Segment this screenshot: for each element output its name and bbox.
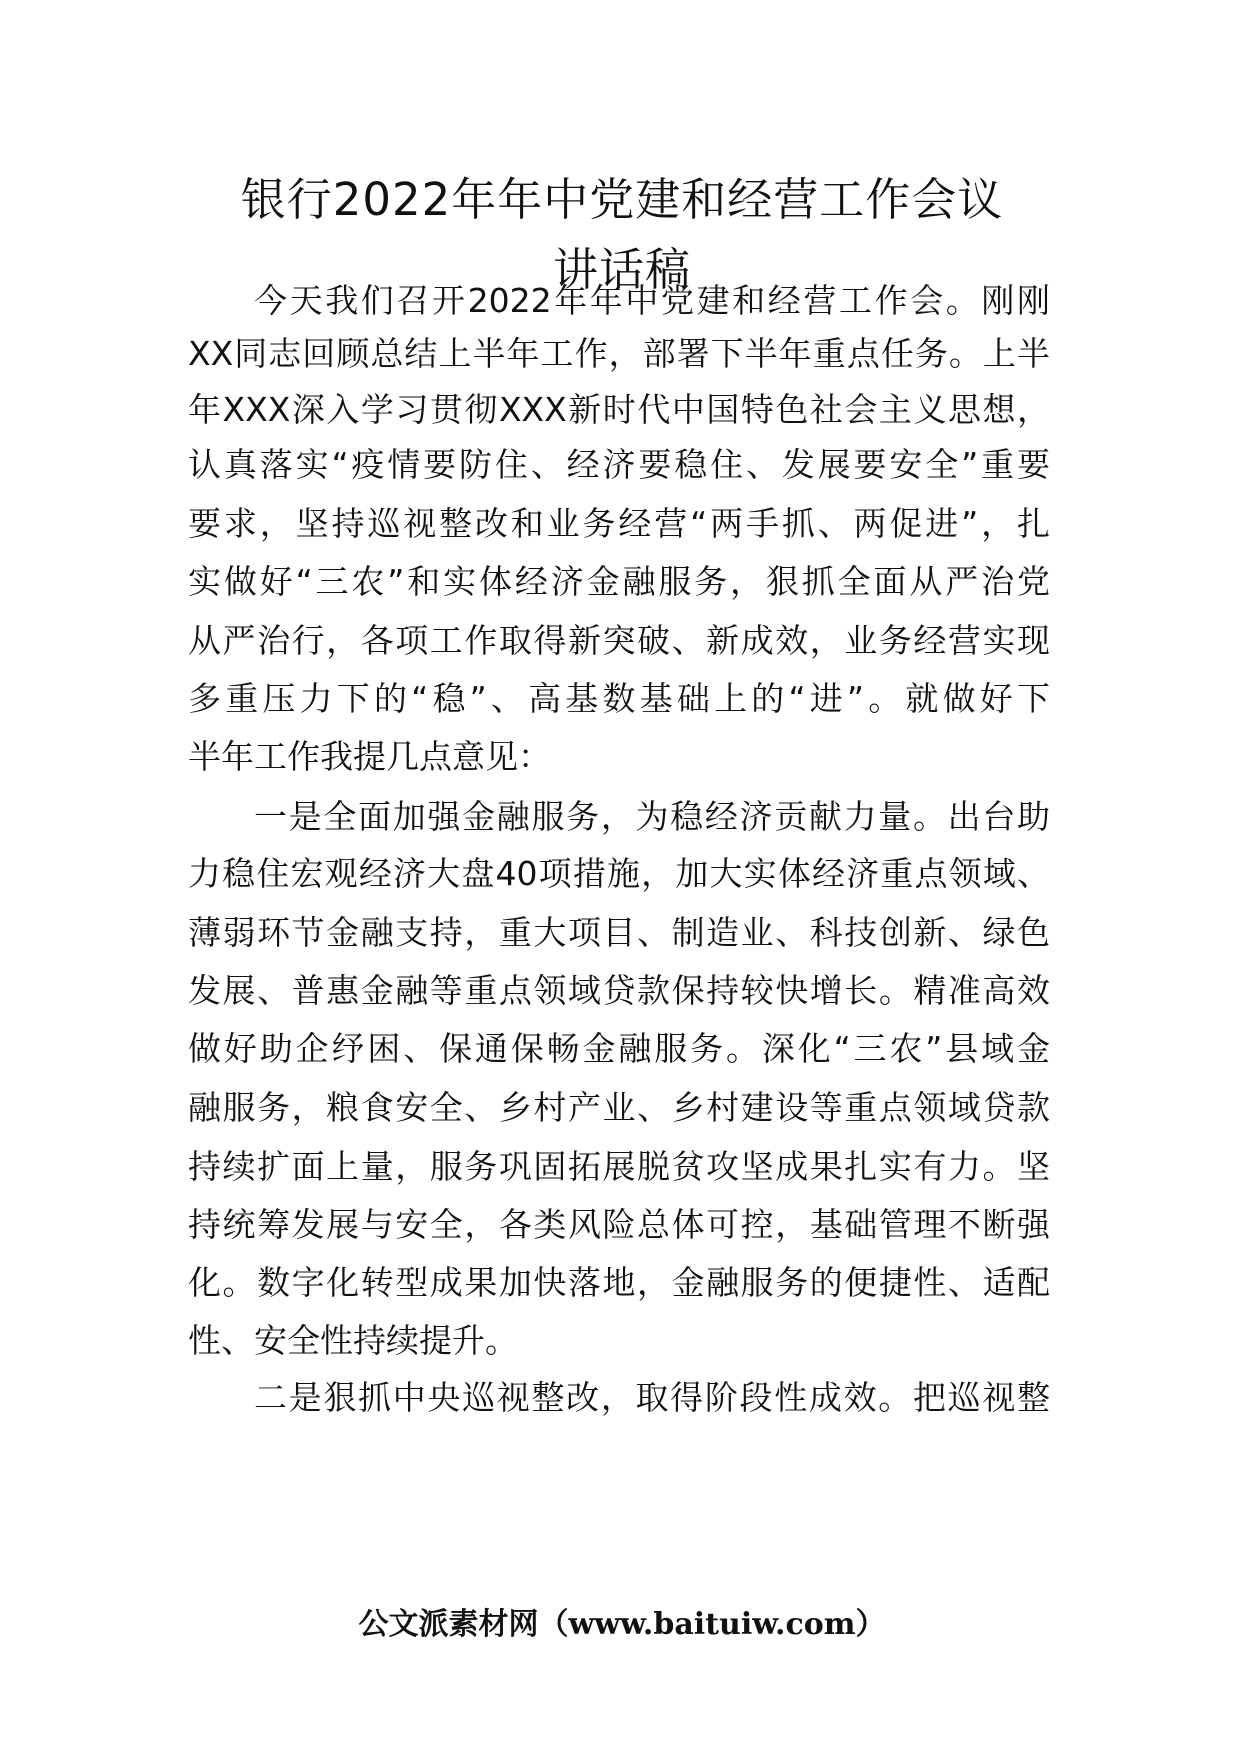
paragraph-2-line-2: 力稳住宏观经济大盘40项措施，加大实体经济重点领域、 [188,854,1050,893]
paragraph-1-line-5: 要求，坚持巡视整改和业务经营“两手抓、两促进”，扎 [188,504,1050,543]
paragraph-2-line-7: 持续扩面上量，服务巩固拓展脱贫攻坚成果扎实有力。坚 [188,1147,1050,1186]
paragraph-2-line-10: 性、安全性持续提升。 [188,1321,518,1360]
document-title-line-2: 讲话稿 [552,243,691,296]
paragraph-2-line-9: 化。数字化转型成果加快落地，金融服务的便捷性、适配 [188,1263,1050,1302]
document-title-line-1: 银行2022年年中党建和经营工作会议 [240,173,1004,226]
paragraph-1-line-6: 实做好“三农”和实体经济金融服务，狠抓全面从严治党 [188,562,1050,601]
paragraph-1-line-8: 多重压力下的“稳”、高基数基础上的“进”。就做好下 [188,679,1050,718]
paragraph-2-line-6: 融服务，粮食安全、乡村产业、乡村建设等重点领域贷款 [188,1088,1050,1127]
paragraph-1-line-4: 认真落实“疫情要防住、经济要稳住、发展要安全”重要 [188,445,1050,484]
paragraph-1-line-7: 从严治行，各项工作取得新突破、新成效，业务经营实现 [188,621,1050,660]
paragraph-3-line-1: 二是狠抓中央巡视整改，取得阶段性成效。把巡视整 [254,1378,1050,1417]
paragraph-2-line-5: 做好助企纾困、保通保畅金融服务。深化“三农”县域金 [188,1029,1050,1068]
paragraph-1-line-2: XX同志回顾总结上半年工作，部署下半年重点任务。上半 [188,334,1050,373]
paragraph-1-line-9: 半年工作我提几点意见： [188,737,551,776]
footer-watermark: 公文派素材网（www.baituiw.com） [358,1607,886,1642]
paragraph-2-line-8: 持统筹发展与安全，各类风险总体可控，基础管理不断强 [188,1205,1050,1244]
paragraph-1-line-1: 今天我们召开2022年年中党建和经营工作会。刚刚 [254,281,1050,320]
paragraph-1-line-3: 年XXX深入学习贯彻XXX新时代中国特色社会主义思想， [188,390,1050,429]
paragraph-2-line-4: 发展、普惠金融等重点领域贷款保持较快增长。精准高效 [188,971,1050,1010]
paragraph-2-line-3: 薄弱环节金融支持，重大项目、制造业、科技创新、绿色 [188,913,1050,952]
paragraph-2-line-1: 一是全面加强金融服务，为稳经济贡献力量。出台助 [254,797,1050,836]
